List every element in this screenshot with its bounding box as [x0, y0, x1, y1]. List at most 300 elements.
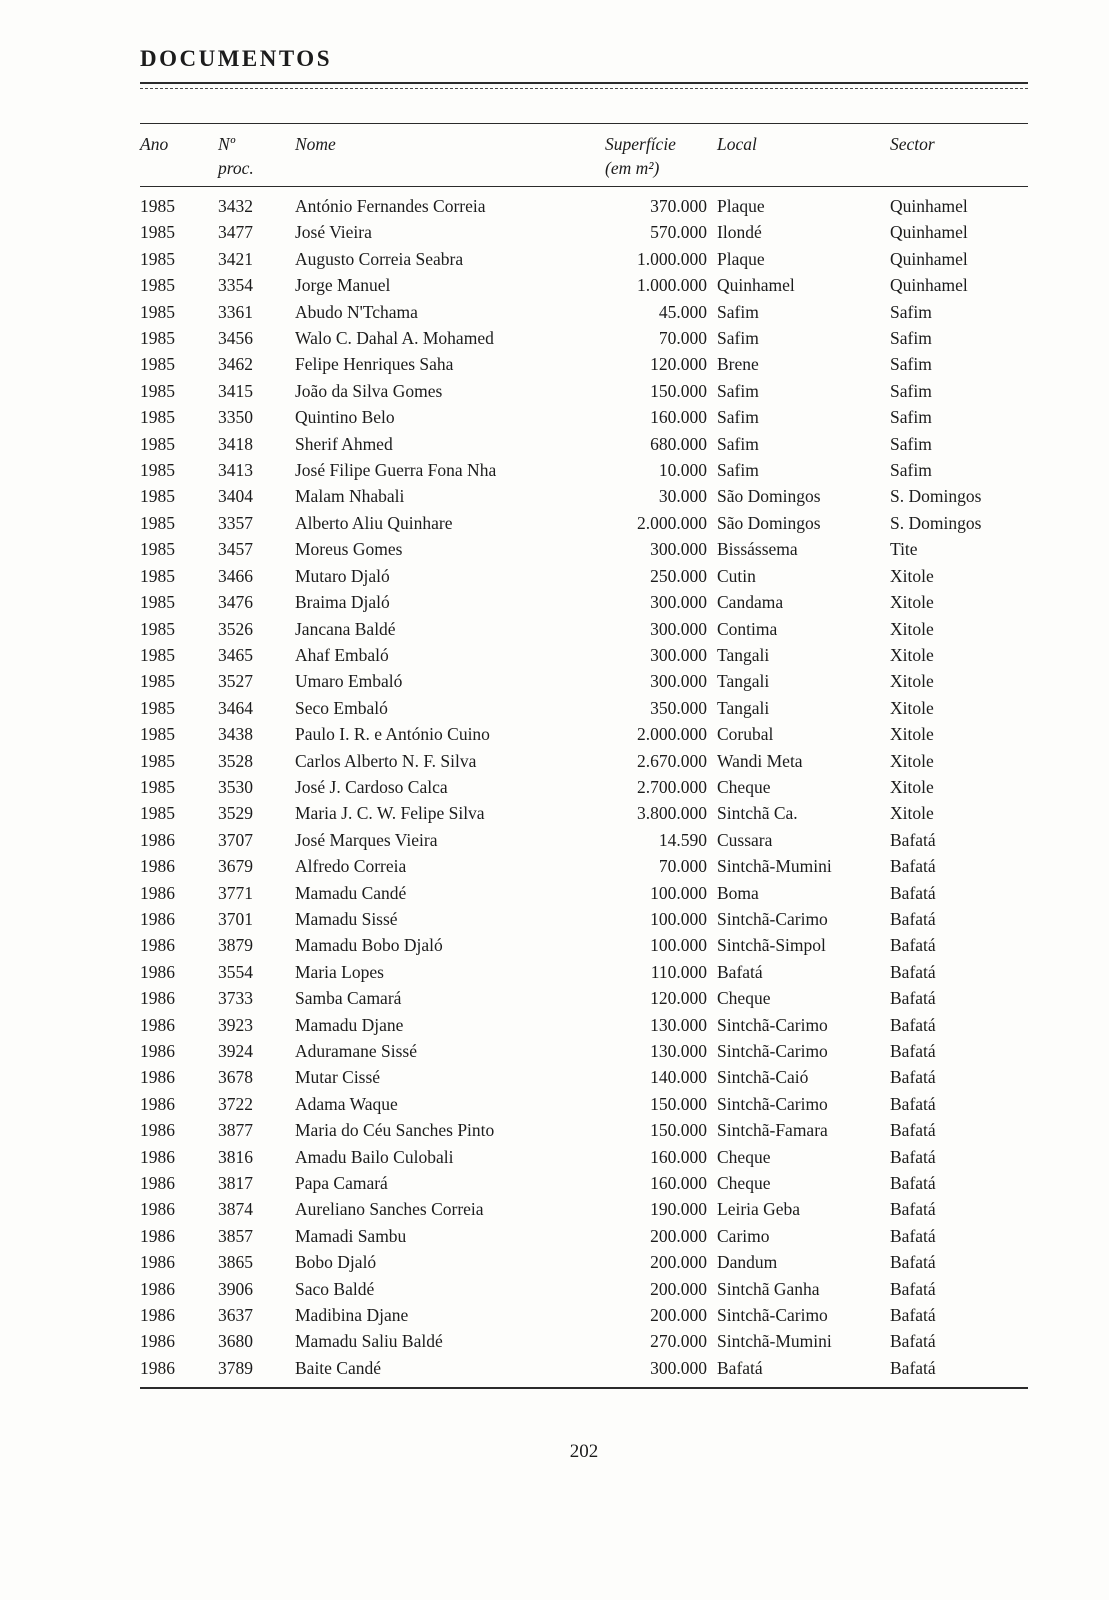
cell-sector: Tite — [890, 539, 918, 560]
cell-nome: Augusto Correia Seabra — [295, 248, 464, 269]
cell-proc: 3679 — [218, 856, 253, 877]
cell-sector: Safim — [890, 460, 932, 481]
cell-sector: Bafatá — [890, 1225, 936, 1246]
title-rule — [140, 82, 1028, 89]
cell-local: Brene — [717, 354, 759, 375]
cell-superficie: 120.000 — [650, 354, 707, 375]
cell-superficie: 160.000 — [650, 1146, 707, 1167]
cell-ano: 1986 — [140, 1199, 175, 1220]
cell-local: Sintchã-Carimo — [717, 1041, 828, 1061]
table-row — [140, 193, 1028, 219]
cell-sector: Bafatá — [890, 988, 936, 1009]
table-row — [140, 1249, 1028, 1275]
cell-proc: 3465 — [218, 644, 253, 665]
table-row — [140, 589, 1028, 615]
cell-superficie: 350.000 — [650, 697, 707, 718]
cell-local: Sintchã-Carimo — [717, 908, 828, 929]
cell-nome: Jancana Baldé — [295, 618, 396, 639]
table-row — [140, 1144, 1028, 1170]
cell-nome: Baite Candé — [295, 1357, 382, 1378]
table-row — [140, 325, 1028, 351]
table-row — [140, 932, 1028, 958]
cell-sector: Bafatá — [890, 935, 936, 956]
cell-sector: Xitole — [890, 803, 934, 824]
cell-nome: Braima Djaló — [295, 592, 390, 613]
cell-local: Leiria Geba — [717, 1199, 801, 1220]
cell-proc: 3923 — [218, 1014, 253, 1035]
cell-sector: Bafatá — [890, 882, 936, 903]
cell-nome: Abudo N'Tchama — [295, 301, 418, 322]
header-superficie-line1: Superfície — [605, 134, 676, 154]
cell-ano: 1985 — [140, 196, 175, 216]
cell-local: Cheque — [717, 1146, 771, 1167]
cell-proc: 3879 — [218, 935, 253, 956]
cell-nome: José J. Cardoso Calca — [295, 776, 448, 797]
cell-superficie: 680.000 — [650, 433, 707, 454]
cell-ano: 1985 — [140, 592, 175, 613]
table-row — [140, 748, 1028, 774]
table-row — [140, 1091, 1028, 1117]
table-row — [140, 1064, 1028, 1090]
header-sector-label: Sector — [890, 134, 935, 154]
cell-nome: Umaro Embaló — [295, 671, 403, 692]
cell-superficie: 160.000 — [650, 1173, 707, 1194]
cell-proc: 3874 — [218, 1199, 253, 1220]
cell-sector: Bafatá — [890, 1252, 936, 1273]
cell-nome: Alfredo Correia — [295, 856, 407, 877]
cell-sector: Bafatá — [890, 961, 936, 982]
table-row — [140, 1038, 1028, 1064]
table-row — [140, 1223, 1028, 1249]
cell-ano: 1985 — [140, 644, 175, 665]
cell-superficie: 190.000 — [650, 1199, 707, 1220]
cell-sector: Xitole — [890, 565, 934, 586]
table-row — [140, 774, 1028, 800]
cell-local: Sintchã Ca. — [717, 803, 798, 824]
table-row — [140, 351, 1028, 377]
cell-proc: 3530 — [218, 776, 253, 797]
cell-local: Cutin — [717, 565, 756, 586]
cell-ano: 1986 — [140, 1252, 175, 1273]
cell-superficie: 270.000 — [650, 1331, 707, 1352]
cell-nome: José Vieira — [295, 222, 372, 243]
cell-local: Boma — [717, 882, 759, 903]
header-local — [707, 132, 883, 180]
cell-proc: 3354 — [218, 275, 253, 296]
table-row — [140, 1328, 1028, 1354]
cell-superficie: 300.000 — [650, 618, 707, 639]
cell-proc: 3418 — [218, 433, 253, 454]
cell-proc: 3457 — [218, 539, 253, 560]
cell-superficie: 70.000 — [658, 856, 707, 877]
cell-sector: Safim — [890, 354, 932, 375]
cell-local: Cheque — [717, 776, 771, 797]
table-row — [140, 272, 1028, 298]
cell-local: Tangali — [717, 697, 770, 718]
cell-local: Bafatá — [717, 961, 763, 982]
cell-local: Corubal — [717, 724, 774, 745]
cell-ano: 1986 — [140, 1225, 175, 1246]
cell-superficie: 140.000 — [650, 1067, 707, 1088]
cell-nome: Mamadu Bobo Djaló — [295, 935, 443, 956]
cell-local: Candama — [717, 592, 784, 613]
table-row — [140, 1196, 1028, 1222]
cell-proc: 3528 — [218, 750, 253, 771]
cell-local: Cheque — [717, 988, 771, 1009]
cell-proc: 3526 — [218, 618, 253, 639]
table-row — [140, 1170, 1028, 1196]
cell-superficie: 300.000 — [650, 592, 707, 613]
cell-superficie: 200.000 — [650, 1305, 707, 1326]
table-row — [140, 483, 1028, 509]
table-row — [140, 431, 1028, 457]
cell-superficie: 570.000 — [650, 222, 707, 243]
cell-proc: 3924 — [218, 1041, 253, 1061]
cell-local: Safim — [717, 433, 759, 454]
cell-superficie: 2.000.000 — [637, 512, 707, 533]
cell-nome: Carlos Alberto N. F. Silva — [295, 750, 477, 771]
cell-ano: 1986 — [140, 829, 175, 850]
cell-local: Quinhamel — [717, 275, 795, 296]
cell-ano: 1986 — [140, 1331, 175, 1352]
cell-nome: Sherif Ahmed — [295, 433, 393, 454]
cell-nome: Maria Lopes — [295, 961, 384, 982]
cell-superficie: 100.000 — [650, 908, 707, 929]
cell-local: Sintchã-Caió — [717, 1067, 809, 1088]
cell-local: Safim — [717, 380, 759, 401]
cell-proc: 3357 — [218, 512, 253, 533]
cell-superficie: 150.000 — [650, 1120, 707, 1141]
cell-sector: Bafatá — [890, 1146, 936, 1167]
table-row — [140, 827, 1028, 853]
cell-superficie: 250.000 — [650, 565, 707, 586]
cell-superficie: 110.000 — [650, 961, 707, 982]
cell-ano: 1985 — [140, 275, 175, 296]
cell-nome: Quintino Belo — [295, 407, 395, 428]
table-row — [140, 906, 1028, 932]
cell-nome: José Filipe Guerra Fona Nha — [295, 460, 497, 481]
cell-nome: Mamadu Djane — [295, 1014, 404, 1035]
cell-ano: 1985 — [140, 354, 175, 375]
table-header — [140, 124, 1028, 186]
cell-nome: Madibina Djane — [295, 1305, 409, 1326]
cell-proc: 3865 — [218, 1252, 253, 1273]
cell-superficie: 130.000 — [650, 1014, 707, 1035]
table-row — [140, 378, 1028, 404]
cell-nome: Mamadu Candé — [295, 882, 407, 903]
cell-ano: 1986 — [140, 935, 175, 956]
cell-proc: 3464 — [218, 697, 253, 718]
cell-ano: 1985 — [140, 539, 175, 560]
cell-superficie: 3.800.000 — [637, 803, 707, 824]
cell-proc: 3707 — [218, 829, 253, 850]
cell-local: Bafatá — [717, 1357, 763, 1378]
cell-superficie: 150.000 — [650, 1093, 707, 1114]
cell-nome: Aureliano Sanches Correia — [295, 1199, 484, 1220]
cell-proc: 3554 — [218, 961, 253, 982]
cell-sector: Safim — [890, 301, 932, 322]
document-page — [140, 0, 1028, 1463]
cell-proc: 3529 — [218, 803, 253, 824]
cell-sector: Xitole — [890, 592, 934, 613]
cell-nome: Mutar Cissé — [295, 1067, 381, 1088]
cell-nome: Saco Baldé — [295, 1278, 375, 1299]
table-row — [140, 404, 1028, 430]
cell-local: Safim — [717, 328, 759, 349]
cell-superficie: 300.000 — [650, 1357, 707, 1378]
cell-sector: Bafatá — [890, 1305, 936, 1326]
header-proc — [218, 132, 295, 180]
cell-local: Sintchã-Famara — [717, 1120, 828, 1141]
cell-sector: Xitole — [890, 618, 934, 639]
cell-local: Tangali — [717, 671, 770, 692]
header-proc-line1: Nº — [218, 134, 236, 154]
cell-proc: 3415 — [218, 380, 253, 401]
cell-sector: Xitole — [890, 724, 934, 745]
cell-proc: 3432 — [218, 196, 253, 216]
cell-ano: 1986 — [140, 1014, 175, 1035]
cell-ano: 1985 — [140, 380, 175, 401]
cell-sector: Bafatá — [890, 1331, 936, 1352]
cell-sector: Safim — [890, 328, 932, 349]
cell-ano: 1985 — [140, 301, 175, 322]
cell-ano: 1986 — [140, 1093, 175, 1114]
cell-proc: 3456 — [218, 328, 253, 349]
cell-ano: 1985 — [140, 724, 175, 745]
cell-ano: 1986 — [140, 988, 175, 1009]
table-row — [140, 1276, 1028, 1302]
table-row — [140, 246, 1028, 272]
table-row — [140, 695, 1028, 721]
cell-sector: Xitole — [890, 697, 934, 718]
cell-proc: 3421 — [218, 248, 253, 269]
cell-proc: 3680 — [218, 1331, 253, 1352]
cell-sector: Bafatá — [890, 1199, 936, 1220]
cell-nome: Papa Camará — [295, 1173, 388, 1194]
cell-superficie: 1.000.000 — [637, 248, 707, 269]
table-row — [140, 219, 1028, 245]
cell-sector: S. Domingos — [890, 512, 982, 533]
table-row — [140, 800, 1028, 826]
cell-nome: Mamadu Sissé — [295, 908, 398, 929]
cell-superficie: 300.000 — [650, 671, 707, 692]
cell-superficie: 70.000 — [658, 328, 707, 349]
cell-nome: Maria do Céu Sanches Pinto — [295, 1120, 495, 1141]
cell-sector: Bafatá — [890, 1173, 936, 1194]
cell-local: Cheque — [717, 1173, 771, 1194]
table-row — [140, 1117, 1028, 1143]
cell-nome: Malam Nhabali — [295, 486, 405, 507]
cell-sector: Quinhamel — [890, 196, 968, 216]
cell-superficie: 100.000 — [650, 882, 707, 903]
cell-ano: 1985 — [140, 803, 175, 824]
cell-ano: 1985 — [140, 407, 175, 428]
cell-nome: Maria J. C. W. Felipe Silva — [295, 803, 485, 824]
cell-superficie: 2.000.000 — [637, 724, 707, 745]
cell-proc: 3789 — [218, 1357, 253, 1378]
page-title: DOCUMENTOS — [140, 46, 332, 71]
cell-superficie: 30.000 — [658, 486, 707, 507]
cell-proc: 3733 — [218, 988, 253, 1009]
cell-local: Sintchã-Carimo — [717, 1305, 828, 1326]
cell-nome: Felipe Henriques Saha — [295, 354, 454, 375]
page-number: 202 — [569, 1441, 599, 1463]
cell-superficie: 300.000 — [650, 539, 707, 560]
cell-proc: 3906 — [218, 1278, 253, 1299]
cell-ano: 1986 — [140, 961, 175, 982]
cell-proc: 3404 — [218, 486, 253, 507]
cell-proc: 3877 — [218, 1120, 253, 1141]
cell-ano: 1985 — [140, 512, 175, 533]
cell-nome: Mamadi Sambu — [295, 1225, 407, 1246]
cell-sector: Quinhamel — [890, 275, 968, 296]
cell-proc: 3413 — [218, 460, 253, 481]
table-row — [140, 642, 1028, 668]
cell-nome: Ahaf Embaló — [295, 644, 389, 665]
cell-nome: Walo C. Dahal A. Mohamed — [295, 328, 494, 349]
table-row — [140, 959, 1028, 985]
cell-nome: Bobo Djaló — [295, 1252, 377, 1273]
cell-proc: 3678 — [218, 1067, 253, 1088]
header-superficie-line2: (em m²) — [605, 158, 660, 178]
cell-ano: 1985 — [140, 618, 175, 639]
cell-ano: 1986 — [140, 1173, 175, 1194]
cell-superficie: 2.700.000 — [637, 776, 707, 797]
cell-nome: Aduramane Sissé — [295, 1041, 417, 1061]
header-ano — [140, 132, 218, 180]
cell-local: Sintchã-Mumini — [717, 1331, 832, 1352]
cell-local: Tangali — [717, 644, 770, 665]
cell-ano: 1985 — [140, 565, 175, 586]
header-sector — [883, 132, 1028, 180]
cell-proc: 3701 — [218, 908, 253, 929]
cell-proc: 3637 — [218, 1305, 253, 1326]
cell-local: Cussara — [717, 829, 773, 850]
cell-local: Carimo — [717, 1225, 770, 1246]
table-row — [140, 510, 1028, 536]
cell-sector: Bafatá — [890, 829, 936, 850]
cell-ano: 1986 — [140, 856, 175, 877]
cell-sector: Bafatá — [890, 1014, 936, 1035]
cell-sector: Safim — [890, 380, 932, 401]
cell-proc: 3816 — [218, 1146, 253, 1167]
cell-proc: 3361 — [218, 301, 253, 322]
cell-sector: Xitole — [890, 776, 934, 797]
cell-nome: José Marques Vieira — [295, 829, 438, 850]
cell-ano: 1985 — [140, 750, 175, 771]
table-row — [140, 1302, 1028, 1328]
cell-ano: 1986 — [140, 908, 175, 929]
table-row — [140, 985, 1028, 1011]
cell-sector: Bafatá — [890, 1041, 936, 1061]
cell-sector: Bafatá — [890, 856, 936, 877]
cell-superficie: 200.000 — [650, 1225, 707, 1246]
cell-proc: 3476 — [218, 592, 253, 613]
cell-local: São Domingos — [717, 486, 821, 507]
table-row — [140, 457, 1028, 483]
cell-nome: Amadu Bailo Culobali — [295, 1146, 454, 1167]
cell-local: Sintchã-Carimo — [717, 1093, 828, 1114]
cell-sector: Safim — [890, 407, 932, 428]
cell-nome: Samba Camará — [295, 988, 402, 1009]
cell-proc: 3438 — [218, 724, 253, 745]
table-body — [140, 187, 1028, 1381]
cell-local: Sintchã-Mumini — [717, 856, 832, 877]
cell-ano: 1986 — [140, 1041, 175, 1061]
cell-ano: 1986 — [140, 882, 175, 903]
cell-proc: 3350 — [218, 407, 253, 428]
cell-ano: 1986 — [140, 1305, 175, 1326]
cell-ano: 1985 — [140, 671, 175, 692]
table-bottom-rule — [140, 1387, 1028, 1389]
cell-proc: 3477 — [218, 222, 253, 243]
cell-sector: Safim — [890, 433, 932, 454]
table-row — [140, 299, 1028, 325]
cell-ano: 1985 — [140, 222, 175, 243]
cell-superficie: 120.000 — [650, 988, 707, 1009]
cell-sector: Bafatá — [890, 1067, 936, 1088]
header-ano-label: Ano — [140, 134, 169, 154]
cell-proc: 3462 — [218, 354, 253, 375]
cell-local: Contima — [717, 618, 778, 639]
table-row — [140, 616, 1028, 642]
cell-ano: 1985 — [140, 697, 175, 718]
cell-sector: Xitole — [890, 644, 934, 665]
cell-local: Safim — [717, 460, 759, 481]
cell-local: Wandi Meta — [717, 750, 803, 771]
table-row — [140, 853, 1028, 879]
cell-ano: 1985 — [140, 248, 175, 269]
cell-superficie: 45.000 — [658, 301, 707, 322]
cell-nome: António Fernandes Correia — [295, 196, 486, 216]
cell-superficie: 200.000 — [650, 1252, 707, 1273]
cell-local: Plaque — [717, 248, 765, 269]
header-nome-label: Nome — [295, 134, 336, 154]
cell-superficie: 100.000 — [650, 935, 707, 956]
cell-ano: 1986 — [140, 1120, 175, 1141]
cell-nome: Alberto Aliu Quinhare — [295, 512, 453, 533]
cell-proc: 3771 — [218, 882, 253, 903]
cell-nome: Jorge Manuel — [295, 275, 391, 296]
cell-nome: Seco Embaló — [295, 697, 388, 718]
cell-ano: 1985 — [140, 776, 175, 797]
cell-local: Ilondé — [717, 222, 762, 243]
cell-sector: Bafatá — [890, 908, 936, 929]
cell-ano: 1986 — [140, 1146, 175, 1167]
cell-superficie: 130.000 — [650, 1041, 707, 1061]
cell-ano: 1986 — [140, 1357, 175, 1378]
cell-sector: Bafatá — [890, 1120, 936, 1141]
table-row — [140, 880, 1028, 906]
cell-superficie: 200.000 — [650, 1278, 707, 1299]
cell-ano: 1986 — [140, 1067, 175, 1088]
cell-proc: 3817 — [218, 1173, 253, 1194]
table-row — [140, 536, 1028, 562]
cell-sector: Quinhamel — [890, 222, 968, 243]
table-row — [140, 1355, 1028, 1381]
cell-local: Safim — [717, 407, 759, 428]
cell-proc: 3857 — [218, 1225, 253, 1246]
cell-local: Sintchã-Carimo — [717, 1014, 828, 1035]
cell-superficie: 1.000.000 — [637, 275, 707, 296]
cell-nome: Mamadu Saliu Baldé — [295, 1331, 443, 1352]
cell-nome: João da Silva Gomes — [295, 380, 443, 401]
cell-sector: Quinhamel — [890, 248, 968, 269]
cell-superficie: 150.000 — [650, 380, 707, 401]
cell-superficie: 14.590 — [658, 829, 707, 850]
cell-ano: 1986 — [140, 1278, 175, 1299]
cell-local: São Domingos — [717, 512, 821, 533]
